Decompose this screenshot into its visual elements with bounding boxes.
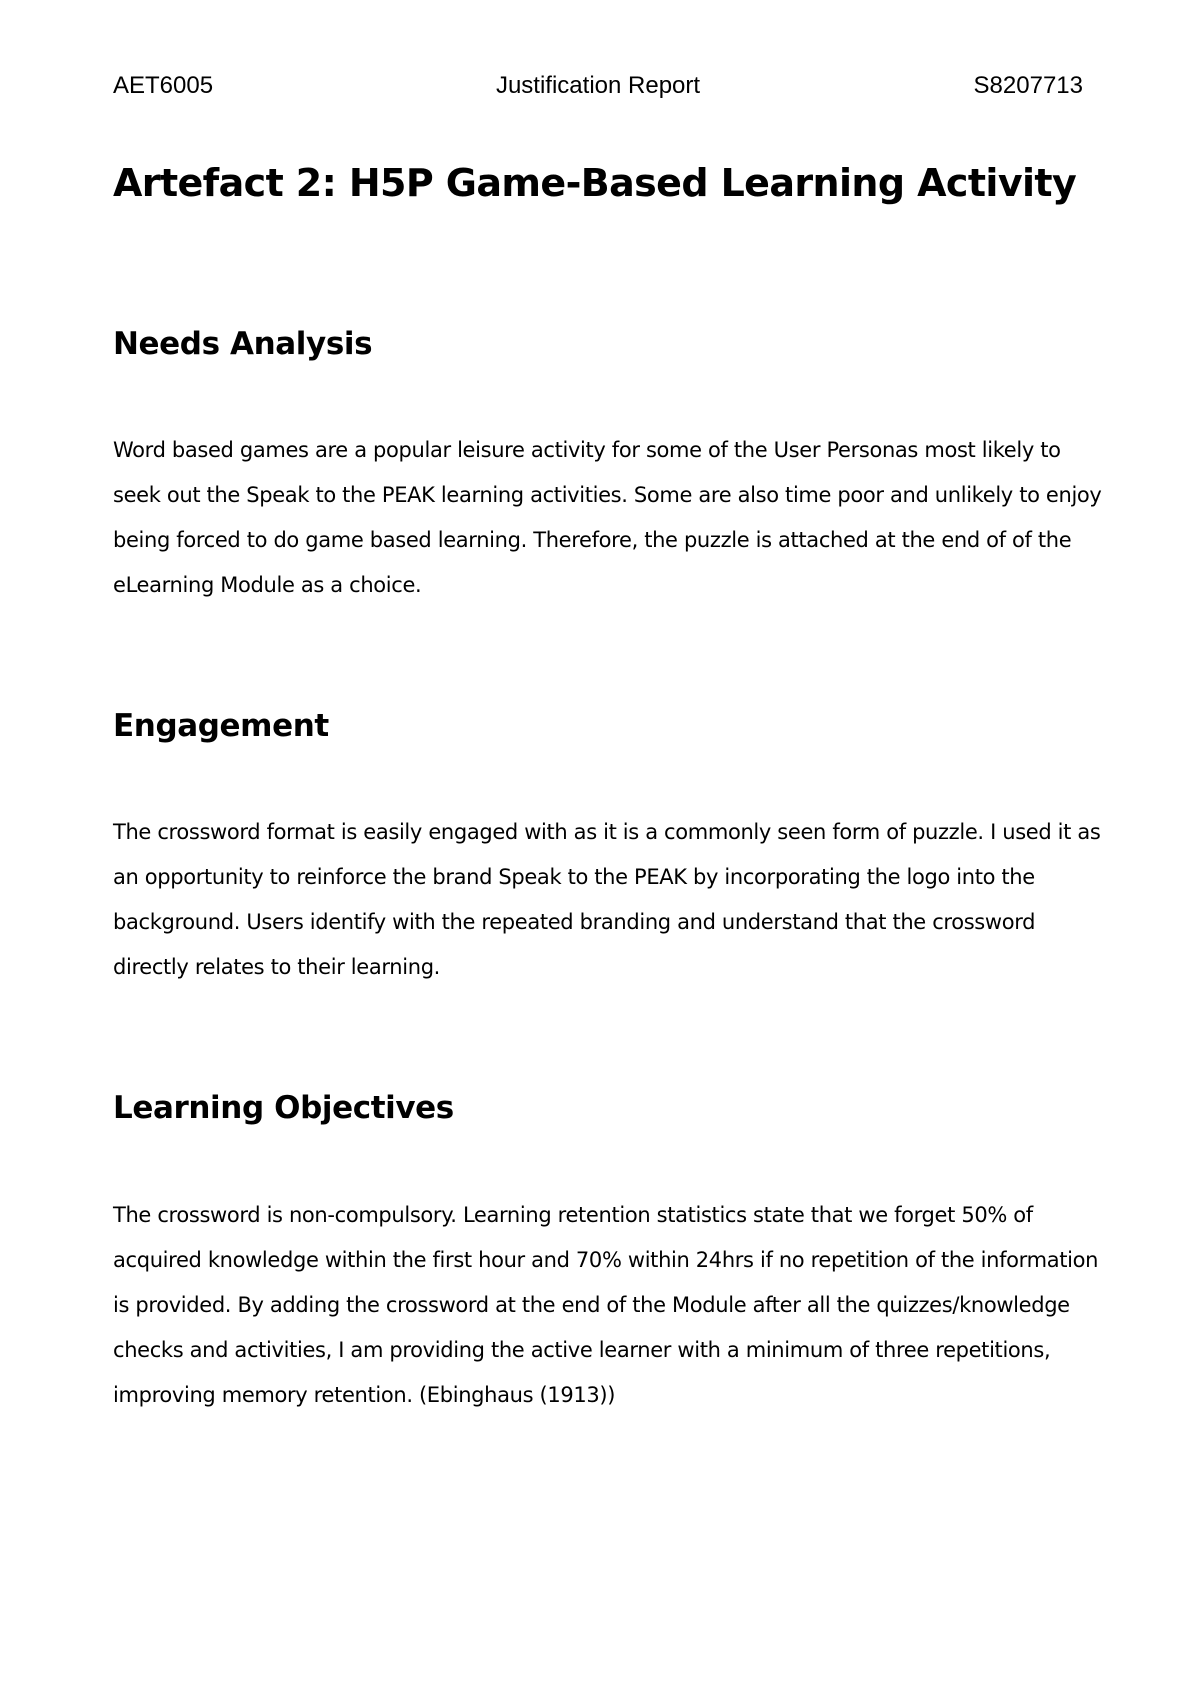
paragraph-line: is provided. By adding the crossword at the end of the Module after all the quizzes/knowledge xyxy=(113,1293,1070,1317)
paragraph-line: eLearning Module as a choice. xyxy=(113,573,422,597)
paragraph-line: The crossword format is easily engaged with as it is a commonly seen form of puzzle. I used it as xyxy=(113,820,1101,844)
header-course-code: AET6005 xyxy=(113,72,214,99)
paragraph-line: Word based games are a popular leisure activity for some of the User Personas most likely to xyxy=(113,438,1061,462)
section-heading-engagement: Engagement xyxy=(113,708,329,744)
header-report-title: Justification Report xyxy=(495,72,701,99)
header-student-id: S8207713 xyxy=(973,72,1083,99)
paragraph-line: an opportunity to reinforce the brand Speak to the PEAK by incorporating the logo into the xyxy=(113,865,1035,889)
paragraph-line: The crossword is non-compulsory. Learning retention statistics state that we forget 50% of xyxy=(113,1203,1033,1227)
paragraph-line: checks and activities, I am providing the active learner with a minimum of three repetitions, xyxy=(113,1338,1051,1362)
paragraph-line: acquired knowledge within the first hour and 70% within 24hrs if no repetition of the information xyxy=(113,1248,1099,1272)
paragraph-line: being forced to do game based learning. Therefore, the puzzle is attached at the end of of the xyxy=(113,528,1072,552)
paragraph-line: background. Users identify with the repeated branding and understand that the crossword xyxy=(113,910,1036,934)
paragraph-line: directly relates to their learning. xyxy=(113,955,441,979)
document-title: Artefact 2: H5P Game-Based Learning Activity xyxy=(113,161,1077,205)
paragraph-line: seek out the Speak to the PEAK learning activities. Some are also time poor and unlikely to enjoy xyxy=(113,483,1102,507)
section-heading-learning-objectives: Learning Objectives xyxy=(113,1090,454,1126)
running-header xyxy=(113,70,1083,102)
paragraph-line: improving memory retention. (Ebinghaus (1913)) xyxy=(113,1383,616,1407)
section-heading-needs-analysis: Needs Analysis xyxy=(113,326,373,362)
section-body-learning-objectives xyxy=(113,1193,1099,1418)
section-body-needs-analysis xyxy=(113,428,1102,608)
section-body-engagement xyxy=(113,810,1101,990)
